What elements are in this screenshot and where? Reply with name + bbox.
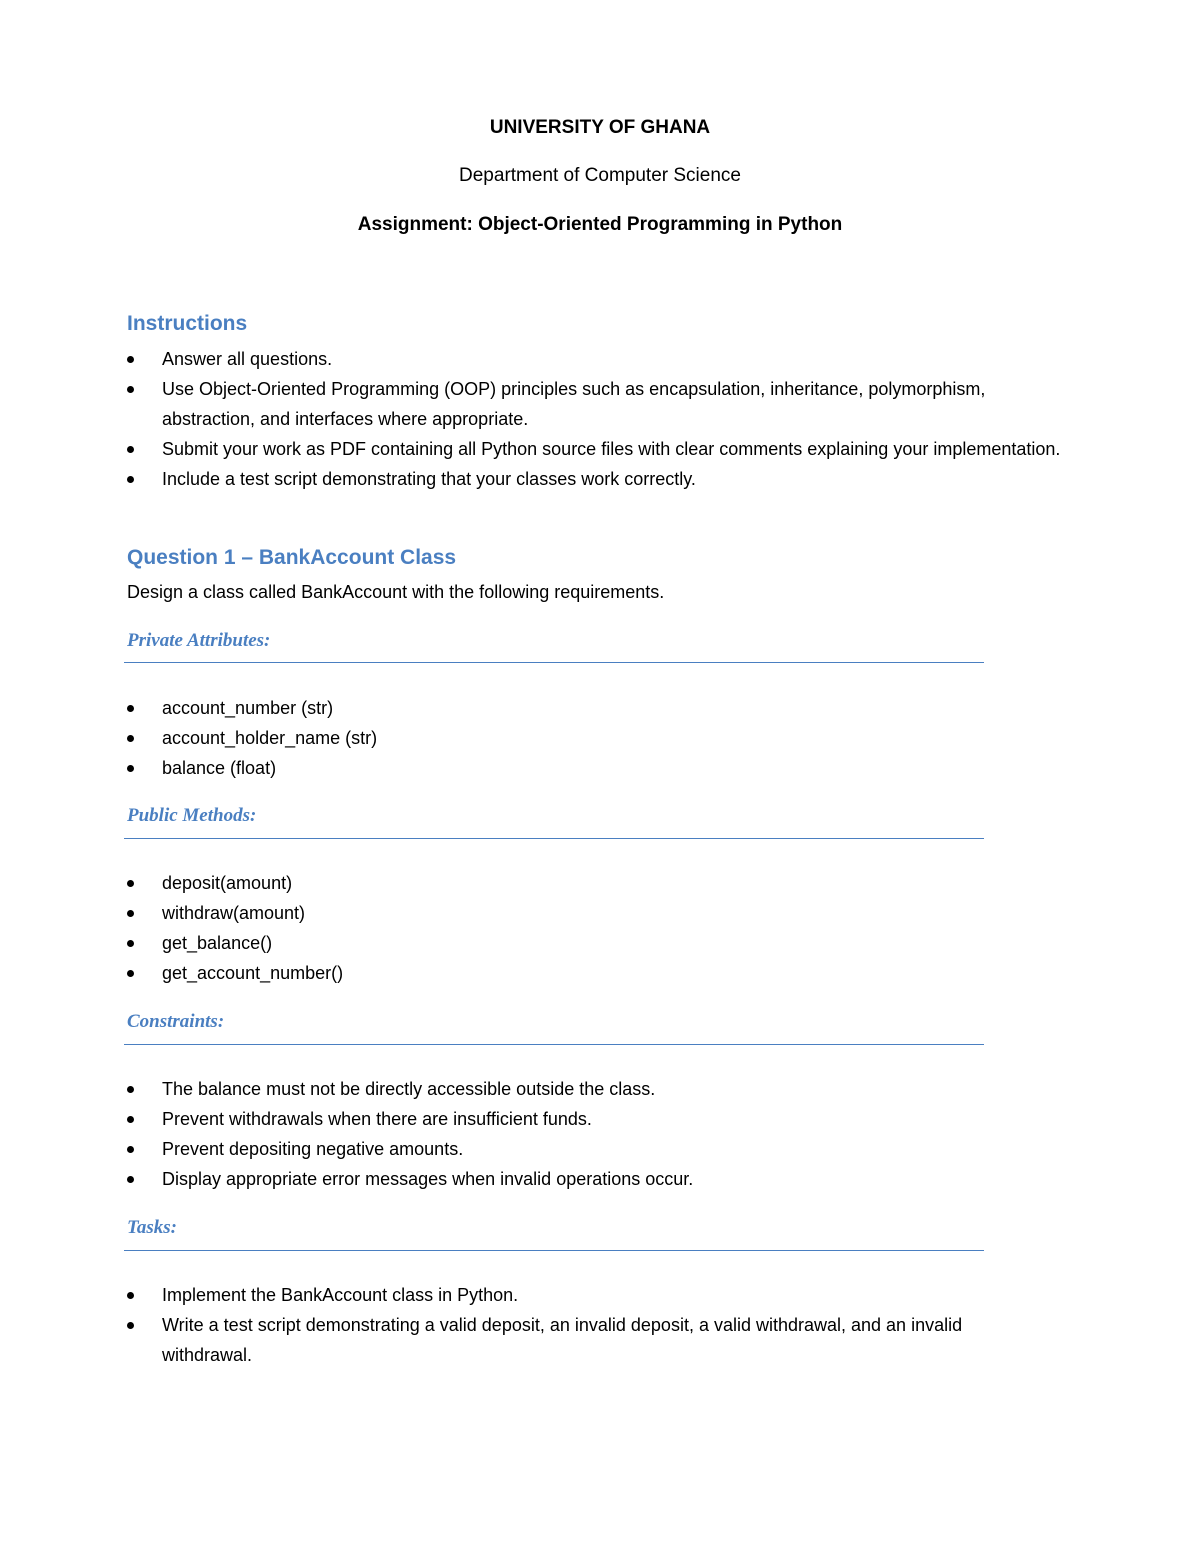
bullet-icon — [127, 476, 134, 483]
bullet-icon — [127, 765, 134, 772]
list-item: Use Object-Oriented Programming (OOP) principles such as encapsulation, inheritance, polymorphism, abstraction, and interfaces where appropriate. — [0, 374, 1100, 434]
list-item: withdraw(amount) — [0, 898, 1100, 928]
instructions-heading: Instructions — [127, 312, 248, 335]
department-name: Department of Computer Science — [459, 165, 741, 186]
bullet-icon — [127, 1146, 134, 1153]
bullet-icon — [127, 446, 134, 453]
list-item: Prevent depositing negative amounts. — [0, 1134, 1100, 1164]
list-item: Submit your work as PDF containing all Python source files with clear comments explaining your implementation. — [0, 434, 1100, 464]
section-divider — [124, 838, 984, 839]
constraints-title: Constraints: — [127, 1011, 225, 1032]
bullet-icon — [127, 940, 134, 947]
list-item: Prevent withdrawals when there are insufficient funds. — [0, 1104, 1100, 1134]
tasks-list — [0, 1280, 1100, 1370]
question1-intro: Design a class called BankAccount with the following requirements. — [127, 582, 665, 602]
section-divider — [124, 662, 984, 663]
bullet-icon — [127, 1322, 134, 1329]
bullet-icon — [127, 1292, 134, 1299]
bullet-icon — [127, 705, 134, 712]
list-item: account_holder_name (str) — [0, 723, 1100, 753]
university-title: UNIVERSITY OF GHANA — [489, 117, 711, 138]
question1-heading: Question 1 – BankAccount Class — [127, 546, 457, 569]
constraints-list — [0, 1074, 1100, 1194]
list-item: Include a test script demonstrating that your classes work correctly. — [0, 464, 1100, 494]
list-item: The balance must not be directly accessible outside the class. — [0, 1074, 1100, 1104]
list-item: Display appropriate error messages when invalid operations occur. — [0, 1164, 1100, 1194]
tasks-title: Tasks: — [127, 1217, 177, 1238]
instructions-list — [0, 344, 1100, 494]
bullet-icon — [127, 1116, 134, 1123]
section-divider — [124, 1250, 984, 1251]
list-item: Answer all questions. — [0, 344, 1100, 374]
bullet-icon — [127, 356, 134, 363]
bullet-icon — [127, 386, 134, 393]
private-attributes-list — [0, 693, 1100, 783]
list-item: get_account_number() — [0, 958, 1100, 988]
list-item: balance (float) — [0, 753, 1100, 783]
bullet-icon — [127, 880, 134, 887]
public-methods-title: Public Methods: — [127, 805, 257, 826]
bullet-icon — [127, 735, 134, 742]
bullet-icon — [127, 910, 134, 917]
list-item: Write a test script demonstrating a valid deposit, an invalid deposit, a valid withdrawal, and an invalid withdrawal. — [0, 1310, 1100, 1370]
list-item: account_number (str) — [0, 693, 1100, 723]
assignment-title: Assignment: Object-Oriented Programming in Python — [357, 214, 843, 235]
section-divider — [124, 1044, 984, 1045]
list-item: Implement the BankAccount class in Python. — [0, 1280, 1100, 1310]
bullet-icon — [127, 1176, 134, 1183]
bullet-icon — [127, 1086, 134, 1093]
list-item: get_balance() — [0, 928, 1100, 958]
list-item: deposit(amount) — [0, 868, 1100, 898]
private-attributes-title: Private Attributes: — [127, 630, 271, 651]
public-methods-list — [0, 868, 1100, 988]
bullet-icon — [127, 970, 134, 977]
